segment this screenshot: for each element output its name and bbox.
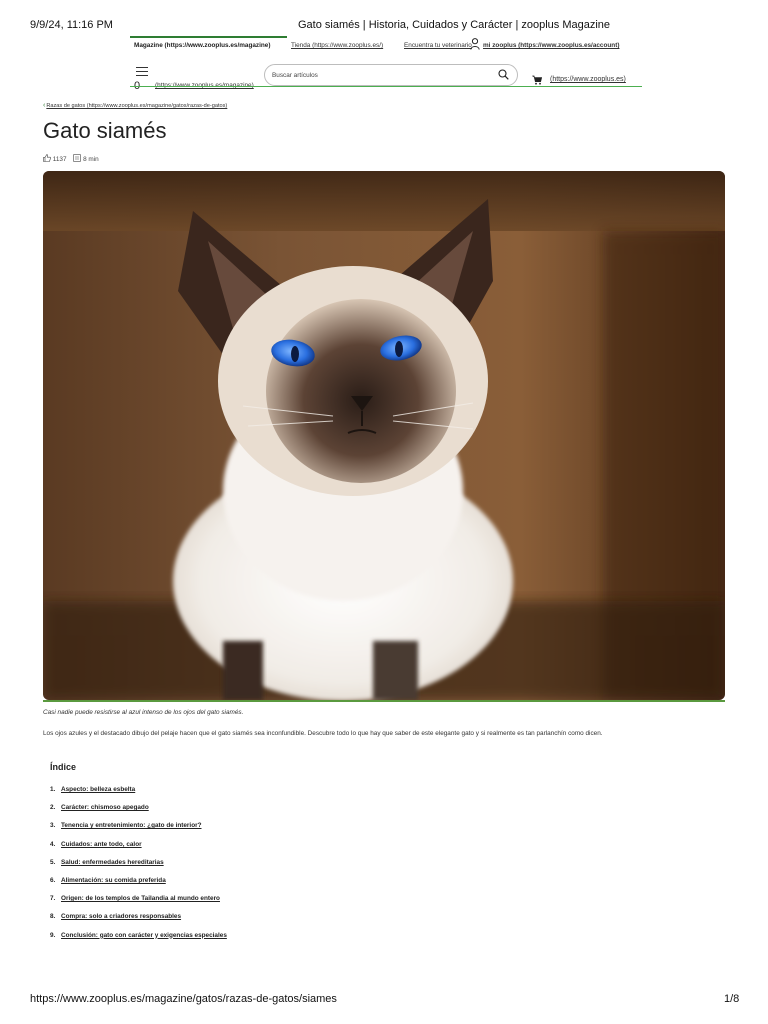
breadcrumb[interactable] <box>43 102 227 109</box>
article-meta <box>43 154 99 163</box>
search-bar <box>264 64 518 86</box>
nav-vet-link[interactable]: Encuentra tu veterinario <box>404 42 472 49</box>
toc-item <box>50 877 227 895</box>
user-icon[interactable] <box>470 38 480 50</box>
toc-number: 1. <box>50 786 56 793</box>
page-title: Gato siamés <box>43 118 167 143</box>
toc-item <box>50 913 227 931</box>
toc-number: 5. <box>50 858 56 866</box>
toc-number: 9. <box>50 931 56 939</box>
chevron-left-icon: ‹ <box>43 102 46 109</box>
toc-item <box>50 859 227 877</box>
toc-number: 3. <box>50 822 56 830</box>
toc-item <box>50 822 227 840</box>
toc-item <box>50 786 227 804</box>
menu-icon[interactable] <box>136 67 148 77</box>
toc-item <box>50 932 227 950</box>
thumbs-up-icon[interactable] <box>43 154 51 162</box>
toc-link[interactable]: Tenencia y entretenimiento: ¿gato de interior? <box>61 822 202 830</box>
image-underline <box>43 700 725 702</box>
toc-link[interactable]: Carácter: chismoso apegado <box>61 804 149 812</box>
toc-link[interactable]: Origen: de los templos de Tailandia al mundo entero <box>61 895 220 903</box>
toc-number: 7. <box>50 895 56 903</box>
likes-count: 1137 <box>52 156 67 163</box>
header-divider <box>130 86 642 87</box>
search-input[interactable] <box>272 69 492 81</box>
siamese-cat-image <box>43 171 725 700</box>
print-url: https://www.zooplus.es/magazine/gatos/razas-de-gatos/siames <box>30 993 337 1005</box>
breadcrumb-link[interactable]: Razas de gatos (https://www.zooplus.es/magazine/gatos/razas-de-gatos) <box>46 103 228 109</box>
toc-number: 6. <box>50 876 56 884</box>
toc-number: 8. <box>50 913 56 921</box>
clock-book-icon <box>73 154 81 162</box>
nav-magazine-link[interactable]: Magazine (https://www.zooplus.es/magazine) <box>134 42 271 49</box>
toc-item <box>50 895 227 913</box>
image-caption: Casi nadie puede resistirse al azul intenso de los ojos del gato siamés. <box>43 709 244 716</box>
nav-account-link[interactable]: mi zooplus (https://www.zooplus.es/account) <box>483 42 620 49</box>
toc-item <box>50 804 227 822</box>
toc-number: 2. <box>50 804 56 812</box>
toc-number: 4. <box>50 840 56 848</box>
top-navigation <box>130 36 642 54</box>
search-icon[interactable] <box>498 69 509 80</box>
print-page-number: 1/8 <box>724 993 740 1005</box>
toc-link[interactable]: Cuidados: ante todo, calor <box>61 840 142 848</box>
nav-tienda-link[interactable]: Tienda (https://www.zooplus.es/) <box>291 42 384 49</box>
table-of-contents <box>50 786 227 950</box>
site-header <box>130 62 642 88</box>
toc-link[interactable]: Alimentación: su comida preferida <box>61 876 166 884</box>
hero-image <box>43 171 725 700</box>
toc-item <box>50 841 227 859</box>
article-intro: Los ojos azules y el destacado dibujo del pelaje hacen que el gato siamés sea inconfundible. Descubre todo lo que hay que saber de este elegante gato y si realmente es tan parlanchín como dicen. <box>43 730 603 737</box>
cart-link[interactable]: (https://www.zooplus.es) <box>550 76 626 83</box>
toc-link[interactable]: Salud: enfermedades hereditarias <box>61 858 164 866</box>
toc-link[interactable]: Compra: solo a criadores responsables <box>61 913 182 921</box>
print-page-title: Gato siamés | Historia, Cuidados y Carácter | zooplus Magazine <box>298 19 611 31</box>
toc-link[interactable]: Conclusión: gato con carácter y exigencias especiales <box>61 931 227 939</box>
cart-icon[interactable] <box>532 75 542 85</box>
read-time: 8 min <box>83 156 99 163</box>
active-tab-indicator <box>130 36 287 38</box>
toc-link[interactable]: Aspecto: belleza esbelta <box>61 786 136 793</box>
print-date: 9/9/24, 11:16 PM <box>30 19 113 31</box>
toc-title: Índice <box>50 762 77 772</box>
